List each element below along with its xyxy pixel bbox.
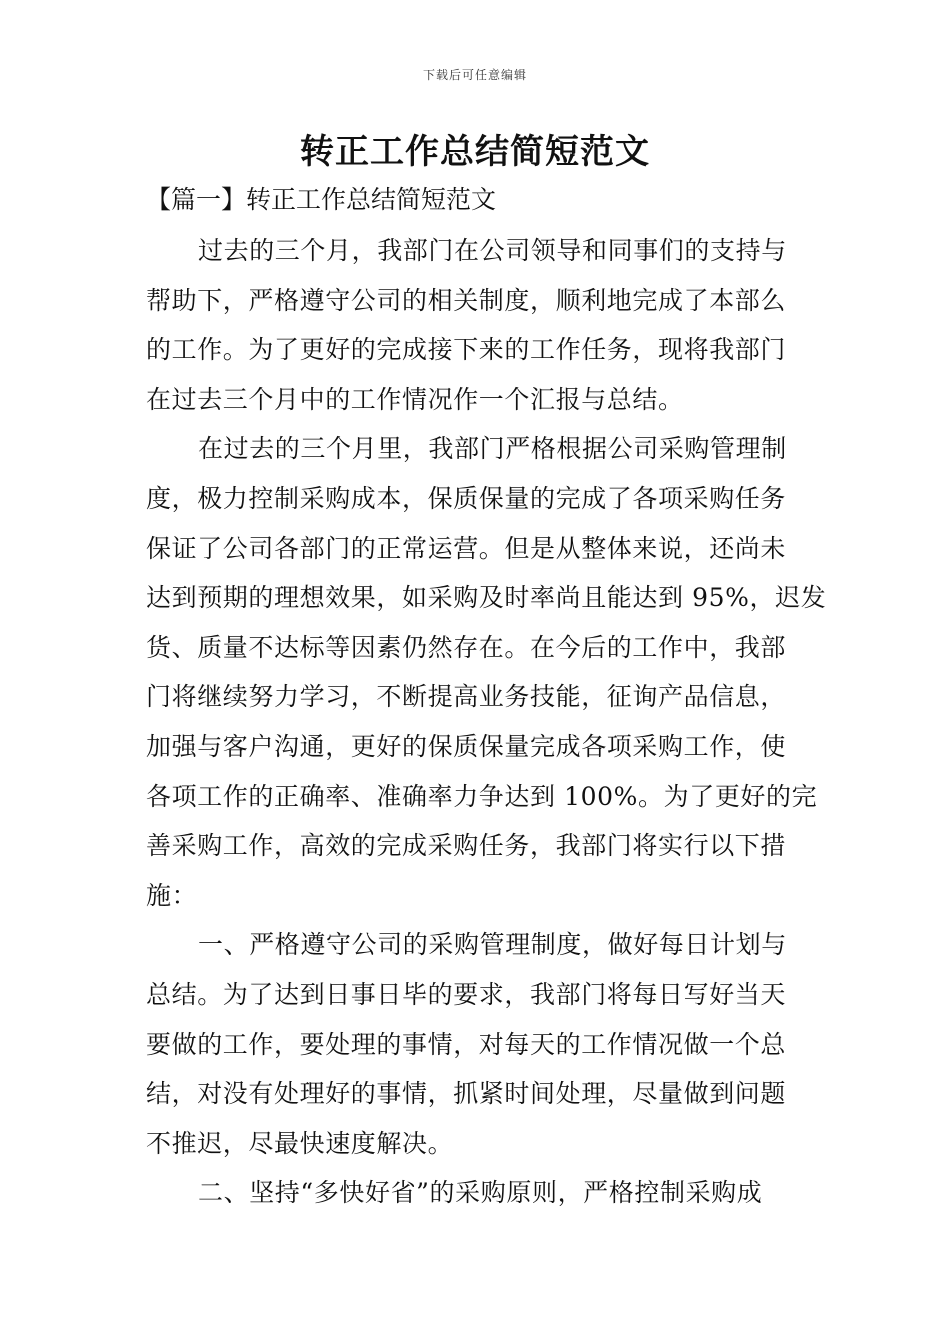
paragraph [146,424,827,920]
text-line: 各项工作的正确率、准确率力争达到 100%。为了更好的完 [146,781,818,811]
text-line: 不推迟，尽最快速度解决。 [146,1128,454,1158]
text-line: 在过去三个月中的工作情况作一个汇报与总结。 [146,384,684,414]
paragraph [146,226,806,424]
document-body [146,226,827,1218]
text-line: 达到预期的理想效果，如采购及时率尚且能达到 95%，迟发 [146,583,827,613]
text-line: 二、坚持“多快好省”的采购原则，严格控制采购成 [198,1178,763,1208]
text-line: 保证了公司各部门的正常运营。但是从整体来说，还尚未 [146,533,787,563]
text-line: 度，极力控制采购成本，保质保量的完成了各项采购任务 [146,483,787,513]
text-line: 要做的工作，要处理的事情，对每天的工作情况做一个总 [146,1029,787,1059]
document-title: 转正工作总结简短范文 [300,132,650,172]
text-line: 善采购工作，高效的完成采购任务，我部门将实行以下措 [146,831,787,861]
text-line: 加强与客户沟通，更好的保质保量完成各项采购工作，使 [146,731,787,761]
text-line: 在过去的三个月里，我部门严格根据公司采购管理制 [198,434,787,464]
paragraph [146,920,806,1168]
text-line: 过去的三个月，我部门在公司领导和同事们的支持与 [198,236,787,265]
text-line: 总结。为了达到日事日毕的要求，我部门将每日写好当天 [146,979,787,1009]
text-line: 的工作。为了更好的完成接下来的工作任务，现将我部门 [146,335,787,365]
text-line: 一、严格遵守公司的采购管理制度，做好每日计划与 [198,930,787,960]
header-note: 下载后可任意编辑 [422,68,527,82]
text-line: 门将继续努力学习，不断提高业务技能，征询产品信息， [146,682,787,712]
section-heading: 【篇一】转正工作总结简短范文 [146,185,497,214]
paragraph [146,1168,806,1218]
text-line: 结，对没有处理好的事情，抓紧时间处理，尽量做到问题 [146,1079,787,1109]
text-line: 帮助下，严格遵守公司的相关制度，顺利地完成了本部么 [146,285,787,315]
text-line: 施： [146,880,198,910]
text-line: 货、质量不达标等因素仍然存在。在今后的工作中，我部 [146,632,787,662]
